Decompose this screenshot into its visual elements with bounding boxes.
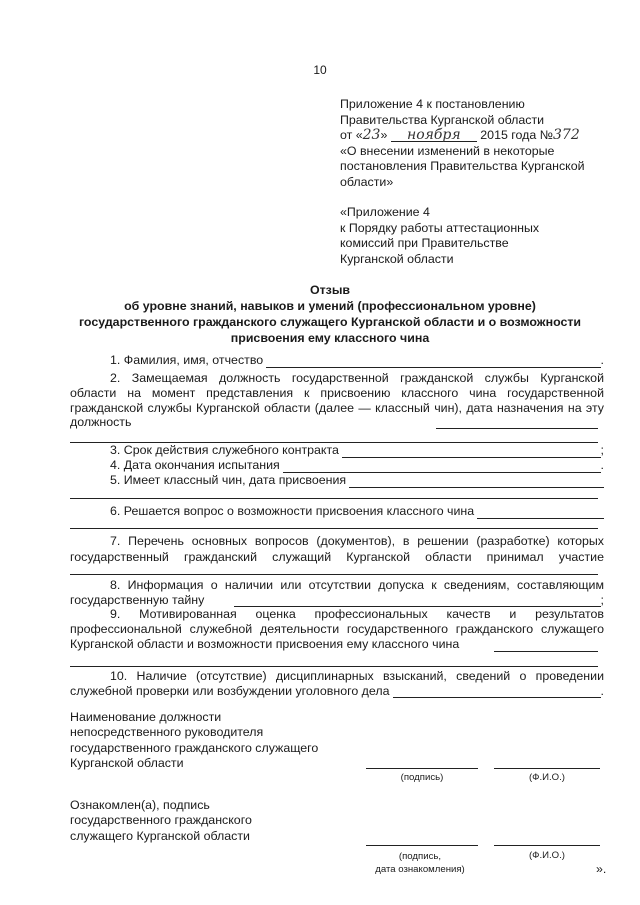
date-year: 2015 года №: [480, 128, 554, 142]
signature-line: [366, 768, 478, 769]
signature-label: Наименование должности: [70, 710, 222, 724]
fill-line: [70, 562, 598, 575]
signature-label: государственного гражданского: [70, 813, 252, 828]
handwritten-month: ноября: [391, 129, 477, 142]
fill-line: [494, 639, 598, 652]
appendix-header: [340, 97, 610, 190]
item-label: 4. Дата окончания испытания: [110, 458, 280, 472]
name-line: [494, 768, 600, 769]
fill-line: [283, 462, 601, 473]
fill-line: [436, 416, 598, 429]
sub-appendix-line: Курганской области: [340, 251, 454, 266]
item-label: служебной проверки или возбуждении уголовного дела: [70, 683, 390, 698]
item-3: 3. Срок действия служебного контракта ;: [110, 443, 604, 457]
item-label: 7. Перечень основных вопросов (документов), в решении (разработке) которых государственный гражданский служащий Курганской области принимал участие: [70, 534, 604, 564]
item-label: 9. Мотивированная оценка профессиональных качеств и результатов профессиональной служебной деятельности государственного гражданского служащего Курганской области и возможности присвоения ему классного чина: [70, 607, 604, 652]
sub-appendix-line: комиссий при Правительстве: [340, 236, 509, 250]
signature-label: служащего Курганской области: [70, 828, 250, 843]
fill-line: [266, 357, 600, 368]
fill-line: [70, 516, 598, 529]
appendix-line: Приложение 4 к постановлению: [340, 97, 525, 111]
title-line: государственного гражданского служащего Курганской области и о возможности: [78, 315, 582, 329]
document-title: [60, 282, 600, 346]
item-label: 10. Наличие (отсутствие) дисциплинарных взысканий, сведений о проведении: [110, 669, 604, 683]
handwritten-day: 23: [362, 127, 381, 143]
fill-line: [70, 654, 598, 667]
item-label: государственную тайну: [70, 592, 205, 607]
fill-line: [70, 430, 598, 443]
signature-line: [366, 845, 478, 846]
caption-signature: (подпись): [400, 772, 444, 783]
signature-label: государственного гражданского служащего: [70, 740, 319, 755]
appendix-line: постановления Правительства Курганской: [340, 159, 585, 173]
fill-line: [393, 687, 601, 698]
signature-block-acknowledged: [70, 798, 252, 844]
sub-appendix-line: к Порядку работы аттестационных: [340, 220, 540, 235]
item-label: 3. Срок действия служебного контракта: [110, 443, 339, 457]
date-quote: »: [380, 128, 388, 142]
closing-quote: ».: [596, 862, 607, 876]
caption-name: (Ф.И.О.): [528, 850, 566, 861]
item-label: 1. Фамилия, имя, отчество: [110, 353, 264, 367]
appendix-line: области»: [340, 174, 394, 189]
item-label: 5. Имеет классный чин, дата присвоения: [110, 473, 347, 487]
item-8: 8. Информация о наличии или отсутствии допуска к сведениям, составляющим государственную тайну ;: [70, 578, 604, 607]
signature-label: непосредственного руководителя: [70, 725, 264, 740]
appendix-date-line: [340, 128, 610, 144]
sub-appendix-header: [340, 205, 610, 267]
page-number: 10: [313, 63, 327, 77]
item-1: 1. Фамилия, имя, отчество .: [110, 353, 604, 367]
appendix-line: Правительства Курганской области: [340, 112, 545, 127]
fill-line: [70, 486, 598, 499]
handwritten-number: 372: [553, 127, 580, 143]
date-prefix: от «: [340, 128, 363, 142]
sub-appendix-line: «Приложение 4: [340, 205, 430, 219]
item-4: 4. Дата окончания испытания .: [110, 458, 604, 472]
appendix-line: «О внесении изменений в некоторые: [340, 143, 555, 158]
signature-label: Ознакомлен(а), подпись: [70, 798, 210, 812]
item-label: 2. Замещаемая должность государственной гражданской службы Курганской области на момент представления к присвоению классного чина государственной гражданской службы Курганской области (далее — классный чин), дата назначения на эту должность: [70, 371, 604, 430]
item-label: 6. Решается вопрос о возможности присвоения классного чина: [110, 504, 475, 518]
signature-block-manager: [70, 710, 318, 772]
fill-line: [234, 596, 600, 607]
signature-label: Курганской области: [70, 756, 184, 771]
item-7: [70, 533, 604, 565]
title-line: об уровне знаний, навыков и умений (профессиональном уровне): [124, 299, 536, 313]
title-line: Отзыв: [309, 283, 351, 297]
item-label: 8. Информация о наличии или отсутствии допуска к сведениям, составляющим: [110, 578, 604, 592]
title-line: присвоения ему классного чина: [230, 331, 430, 345]
caption-name: (Ф.И.О.): [528, 772, 566, 783]
caption-signature-date: (подпись, дата ознакомления): [375, 851, 465, 875]
item-10: 10. Наличие (отсутствие) дисциплинарных взысканий, сведений о проведении служебной проверки или возбуждении уголовного дела .: [70, 669, 604, 698]
name-line: [494, 845, 600, 846]
fill-line: [342, 447, 601, 458]
